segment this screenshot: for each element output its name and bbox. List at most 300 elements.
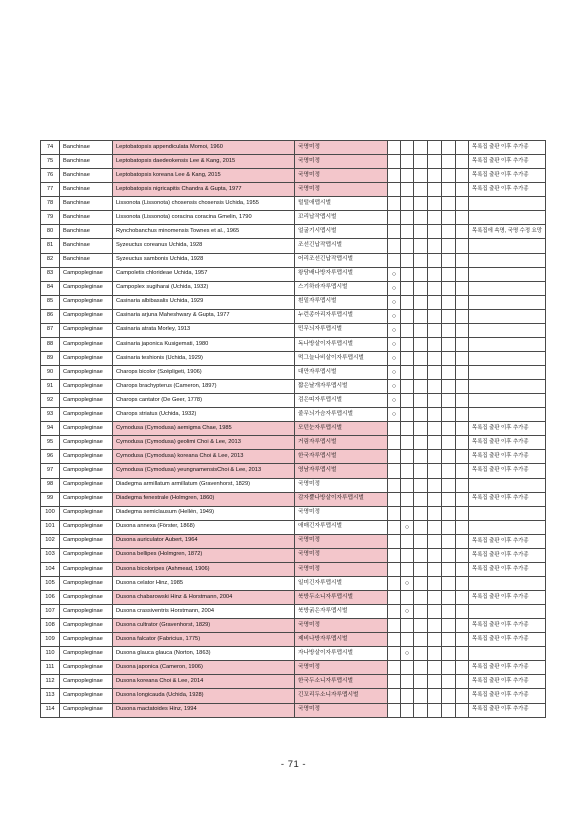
remark-cell xyxy=(469,309,546,323)
table-row xyxy=(41,633,546,647)
row-number-cell: 82 xyxy=(41,253,60,267)
species-name-cell: Cymodusa (Cymodusa) koreana Choi & Lee, 2013 xyxy=(113,450,295,464)
mark-cell xyxy=(442,548,456,562)
row-number-cell: 87 xyxy=(41,323,60,337)
mark-cell xyxy=(456,408,469,422)
remark-cell: 목록집 출판 이후 추가종 xyxy=(469,436,546,450)
row-number-cell: 91 xyxy=(41,380,60,394)
mark-cell: ○ xyxy=(388,309,401,323)
species-table-body xyxy=(41,141,546,718)
subfamily-cell: Campopleginae xyxy=(60,520,113,534)
mark-cell xyxy=(414,366,428,380)
species-name-cell: Cymodusa (Cymodusa) aemigma Chae, 1985 xyxy=(113,422,295,436)
mark-cell xyxy=(414,155,428,169)
korean-name-cell: 국명미정 xyxy=(295,619,388,633)
mark-cell xyxy=(388,703,401,717)
mark-cell: ○ xyxy=(401,520,414,534)
mark-cell xyxy=(428,239,442,253)
subfamily-cell: Campopleginae xyxy=(60,450,113,464)
mark-cell xyxy=(456,309,469,323)
remark-cell xyxy=(469,337,546,351)
mark-cell: ○ xyxy=(388,351,401,365)
mark-cell xyxy=(442,253,456,267)
species-name-cell: Syzeuctus sambonis Uchida, 1928 xyxy=(113,253,295,267)
table-row xyxy=(41,337,546,351)
table-row xyxy=(41,675,546,689)
mark-cell xyxy=(414,295,428,309)
mark-cell xyxy=(456,492,469,506)
mark-cell xyxy=(401,548,414,562)
mark-cell xyxy=(414,689,428,703)
species-name-cell: Dusona falcator (Fabricius, 1775) xyxy=(113,633,295,647)
korean-name-cell: 제비나방자루맵시벌 xyxy=(295,633,388,647)
species-name-cell: Dusona koreana Choi & Lee, 2014 xyxy=(113,675,295,689)
mark-cell xyxy=(456,380,469,394)
korean-name-cell: 검은띠자루맵시벌 xyxy=(295,394,388,408)
species-name-cell: Dusona crassiventris Horstmann, 2004 xyxy=(113,605,295,619)
remark-cell xyxy=(469,605,546,619)
mark-cell xyxy=(442,323,456,337)
mark-cell xyxy=(401,591,414,605)
mark-cell xyxy=(401,675,414,689)
mark-cell xyxy=(414,703,428,717)
mark-cell xyxy=(388,520,401,534)
species-name-cell: Charops cantator (De Geer, 1778) xyxy=(113,394,295,408)
mark-cell xyxy=(456,253,469,267)
mark-cell xyxy=(401,141,414,155)
remark-cell xyxy=(469,295,546,309)
mark-cell xyxy=(456,605,469,619)
mark-cell xyxy=(428,520,442,534)
mark-cell xyxy=(414,619,428,633)
species-name-cell: Casinaria albibasalis Uchida, 1929 xyxy=(113,295,295,309)
mark-cell xyxy=(414,267,428,281)
mark-cell xyxy=(428,562,442,576)
subfamily-cell: Banchinae xyxy=(60,183,113,197)
row-number-cell: 113 xyxy=(41,689,60,703)
mark-cell xyxy=(428,576,442,590)
species-name-cell: Dusona bicoloripes (Ashmead, 1906) xyxy=(113,562,295,576)
species-table xyxy=(40,140,546,718)
mark-cell xyxy=(401,267,414,281)
mark-cell xyxy=(401,155,414,169)
mark-cell xyxy=(428,155,442,169)
subfamily-cell: Campopleginae xyxy=(60,633,113,647)
mark-cell xyxy=(388,478,401,492)
mark-cell xyxy=(414,380,428,394)
mark-cell xyxy=(401,366,414,380)
mark-cell xyxy=(428,169,442,183)
remark-cell xyxy=(469,281,546,295)
korean-name-cell: 대만자루맵시벌 xyxy=(295,366,388,380)
row-number-cell: 79 xyxy=(41,211,60,225)
mark-cell xyxy=(442,436,456,450)
mark-cell: ○ xyxy=(401,576,414,590)
mark-cell xyxy=(401,211,414,225)
mark-cell xyxy=(442,520,456,534)
row-number-cell: 88 xyxy=(41,337,60,351)
mark-cell xyxy=(428,141,442,155)
korean-name-cell: 국명미정 xyxy=(295,141,388,155)
remark-cell: 목록집 출판 이후 추가종 xyxy=(469,464,546,478)
species-name-cell: Casinaria atrata Morley, 1913 xyxy=(113,323,295,337)
korean-name-cell: 누런종아리자루맵시벌 xyxy=(295,309,388,323)
mark-cell xyxy=(456,675,469,689)
row-number-cell: 84 xyxy=(41,281,60,295)
mark-cell xyxy=(388,591,401,605)
mark-cell xyxy=(442,155,456,169)
mark-cell xyxy=(442,605,456,619)
table-row xyxy=(41,591,546,605)
mark-cell xyxy=(401,394,414,408)
species-name-cell: Dusona japonica (Cameron, 1906) xyxy=(113,661,295,675)
mark-cell xyxy=(428,492,442,506)
mark-cell xyxy=(401,436,414,450)
mark-cell xyxy=(428,450,442,464)
table-row xyxy=(41,309,546,323)
table-row xyxy=(41,576,546,590)
remark-cell xyxy=(469,267,546,281)
mark-cell xyxy=(442,281,456,295)
table-row xyxy=(41,155,546,169)
mark-cell xyxy=(442,169,456,183)
korean-name-cell: 국명미정 xyxy=(295,703,388,717)
table-row xyxy=(41,450,546,464)
row-number-cell: 80 xyxy=(41,225,60,239)
remark-cell xyxy=(469,351,546,365)
mark-cell xyxy=(456,576,469,590)
korean-name-cell: 자나방살이자루맵시벌 xyxy=(295,647,388,661)
row-number-cell: 102 xyxy=(41,534,60,548)
mark-cell: ○ xyxy=(388,408,401,422)
mark-cell xyxy=(428,380,442,394)
subfamily-cell: Campopleginae xyxy=(60,267,113,281)
remark-cell: 목록집 출판 이후 추가종 xyxy=(469,562,546,576)
table-row xyxy=(41,366,546,380)
subfamily-cell: Campopleginae xyxy=(60,689,113,703)
subfamily-cell: Campopleginae xyxy=(60,380,113,394)
mark-cell xyxy=(428,633,442,647)
subfamily-cell: Banchinae xyxy=(60,169,113,183)
korean-name-cell: 애매긴자루맵시벌 xyxy=(295,520,388,534)
row-number-cell: 85 xyxy=(41,295,60,309)
mark-cell xyxy=(442,492,456,506)
mark-cell xyxy=(428,591,442,605)
species-name-cell: Leptobatopsis daedeokensis Lee & Kang, 2015 xyxy=(113,155,295,169)
species-name-cell: Dusona chabarowski Hinz & Horstmann, 2004 xyxy=(113,591,295,605)
mark-cell xyxy=(414,464,428,478)
mark-cell xyxy=(456,295,469,309)
mark-cell xyxy=(456,619,469,633)
row-number-cell: 75 xyxy=(41,155,60,169)
remark-cell xyxy=(469,323,546,337)
species-name-cell: Syzeuctus coreanus Uchida, 1928 xyxy=(113,239,295,253)
subfamily-cell: Campopleginae xyxy=(60,408,113,422)
row-number-cell: 108 xyxy=(41,619,60,633)
table-row xyxy=(41,281,546,295)
subfamily-cell: Campopleginae xyxy=(60,422,113,436)
remark-cell: 목록집 출판 이후 추가종 xyxy=(469,141,546,155)
mark-cell xyxy=(442,450,456,464)
mark-cell xyxy=(456,478,469,492)
subfamily-cell: Banchinae xyxy=(60,239,113,253)
korean-name-cell: 국명미정 xyxy=(295,478,388,492)
korean-name-cell: 줄무늬가슴자루맵시벌 xyxy=(295,408,388,422)
mark-cell xyxy=(428,408,442,422)
remark-cell: 목록집 출판 이후 추가종 xyxy=(469,534,546,548)
remark-cell: 목록집 출판 이후 추가종 xyxy=(469,450,546,464)
species-name-cell: Diadegma fenestrale (Holmgren, 1860) xyxy=(113,492,295,506)
remark-cell: 목록집 출판 이후 추가종 xyxy=(469,183,546,197)
mark-cell xyxy=(414,281,428,295)
page-number: - 71 - xyxy=(280,759,307,770)
table-row xyxy=(41,562,546,576)
mark-cell xyxy=(401,422,414,436)
subfamily-cell: Campopleginae xyxy=(60,591,113,605)
mark-cell xyxy=(428,703,442,717)
mark-cell xyxy=(414,239,428,253)
remark-cell: 목록집 출판 이후 추가종 xyxy=(469,591,546,605)
mark-cell xyxy=(428,225,442,239)
table-row xyxy=(41,197,546,211)
mark-cell xyxy=(428,422,442,436)
subfamily-cell: Campopleginae xyxy=(60,506,113,520)
korean-name-cell: 국명미정 xyxy=(295,183,388,197)
mark-cell xyxy=(414,141,428,155)
mark-cell xyxy=(414,183,428,197)
mark-cell xyxy=(414,211,428,225)
mark-cell xyxy=(388,506,401,520)
mark-cell xyxy=(456,366,469,380)
mark-cell xyxy=(388,492,401,506)
mark-cell xyxy=(442,506,456,520)
species-name-cell: Cymodusa (Cymodusa) yeungnamensisChoi & Lee, 2013 xyxy=(113,464,295,478)
row-number-cell: 106 xyxy=(41,591,60,605)
mark-cell xyxy=(442,675,456,689)
remark-cell xyxy=(469,408,546,422)
row-number-cell: 89 xyxy=(41,351,60,365)
mark-cell xyxy=(442,422,456,436)
remark-cell xyxy=(469,478,546,492)
row-number-cell: 103 xyxy=(41,548,60,562)
mark-cell: ○ xyxy=(401,647,414,661)
subfamily-cell: Campopleginae xyxy=(60,337,113,351)
remark-cell: 목록집 출판 이후 추가종 xyxy=(469,675,546,689)
mark-cell xyxy=(414,225,428,239)
row-number-cell: 95 xyxy=(41,436,60,450)
korean-name-cell: 북방두소니자루맵시벌 xyxy=(295,591,388,605)
table-row xyxy=(41,295,546,309)
species-name-cell: Dusona auriculator Aubert, 1964 xyxy=(113,534,295,548)
row-number-cell: 86 xyxy=(41,309,60,323)
mark-cell xyxy=(456,225,469,239)
mark-cell xyxy=(456,633,469,647)
mark-cell xyxy=(442,562,456,576)
mark-cell xyxy=(442,337,456,351)
row-number-cell: 77 xyxy=(41,183,60,197)
species-name-cell: Campoplex sugiharai (Uchida, 1932) xyxy=(113,281,295,295)
mark-cell xyxy=(388,464,401,478)
remark-cell: 목록집에 속명, 국명 수정 요망 xyxy=(469,225,546,239)
mark-cell xyxy=(456,548,469,562)
mark-cell: ○ xyxy=(388,267,401,281)
mark-cell xyxy=(442,394,456,408)
subfamily-cell: Banchinae xyxy=(60,225,113,239)
korean-name-cell: 국명미정 xyxy=(295,534,388,548)
subfamily-cell: Banchinae xyxy=(60,197,113,211)
table-row xyxy=(41,619,546,633)
mark-cell xyxy=(456,141,469,155)
korean-name-cell: 어리조선긴납작맵시벌 xyxy=(295,253,388,267)
mark-cell xyxy=(442,689,456,703)
mark-cell xyxy=(456,506,469,520)
mark-cell xyxy=(442,478,456,492)
mark-cell xyxy=(456,394,469,408)
mark-cell xyxy=(428,394,442,408)
mark-cell xyxy=(401,492,414,506)
table-row xyxy=(41,380,546,394)
mark-cell xyxy=(401,281,414,295)
mark-cell xyxy=(442,211,456,225)
mark-cell xyxy=(428,323,442,337)
mark-cell xyxy=(388,605,401,619)
korean-name-cell: 독나방살이자루맵시벌 xyxy=(295,337,388,351)
subfamily-cell: Banchinae xyxy=(60,253,113,267)
mark-cell xyxy=(388,675,401,689)
mark-cell xyxy=(388,619,401,633)
species-name-cell: Dusona annexa (Förster, 1868) xyxy=(113,520,295,534)
remark-cell: 목록집 출판 이후 추가종 xyxy=(469,422,546,436)
table-row xyxy=(41,225,546,239)
mark-cell xyxy=(414,394,428,408)
mark-cell xyxy=(414,436,428,450)
mark-cell xyxy=(401,169,414,183)
mark-cell xyxy=(388,534,401,548)
row-number-cell: 98 xyxy=(41,478,60,492)
subfamily-cell: Campopleginae xyxy=(60,351,113,365)
mark-cell xyxy=(414,323,428,337)
mark-cell xyxy=(414,450,428,464)
korean-name-cell: 국명미정 xyxy=(295,169,388,183)
mark-cell xyxy=(401,633,414,647)
remark-cell: 목록집 출판 이후 추가종 xyxy=(469,661,546,675)
mark-cell xyxy=(401,225,414,239)
mark-cell xyxy=(388,450,401,464)
subfamily-cell: Banchinae xyxy=(60,141,113,155)
mark-cell xyxy=(442,408,456,422)
mark-cell xyxy=(456,197,469,211)
mark-cell xyxy=(401,295,414,309)
mark-cell xyxy=(388,211,401,225)
table-row xyxy=(41,647,546,661)
species-name-cell: Dusona mactatoides Hinz, 1994 xyxy=(113,703,295,717)
mark-cell xyxy=(456,351,469,365)
mark-cell xyxy=(388,225,401,239)
table-row xyxy=(41,661,546,675)
korean-name-cell: 스기하라자루맵시벌 xyxy=(295,281,388,295)
mark-cell xyxy=(388,647,401,661)
row-number-cell: 101 xyxy=(41,520,60,534)
mark-cell xyxy=(388,169,401,183)
table-row xyxy=(41,141,546,155)
row-number-cell: 105 xyxy=(41,576,60,590)
mark-cell xyxy=(428,351,442,365)
mark-cell xyxy=(442,464,456,478)
mark-cell xyxy=(456,591,469,605)
korean-name-cell: 민무늬자루맵시벌 xyxy=(295,323,388,337)
species-name-cell: Diadegma armillatum armillatum (Gravenhorst, 1829) xyxy=(113,478,295,492)
korean-name-cell: 국명미정 xyxy=(295,562,388,576)
subfamily-cell: Campopleginae xyxy=(60,675,113,689)
subfamily-cell: Campopleginae xyxy=(60,295,113,309)
subfamily-cell: Banchinae xyxy=(60,155,113,169)
mark-cell xyxy=(428,183,442,197)
mark-cell xyxy=(401,689,414,703)
table-row xyxy=(41,689,546,703)
mark-cell xyxy=(414,422,428,436)
mark-cell xyxy=(442,183,456,197)
subfamily-cell: Campopleginae xyxy=(60,619,113,633)
korean-name-cell: 국명미정 xyxy=(295,155,388,169)
korean-name-cell: 국명미정 xyxy=(295,506,388,520)
mark-cell xyxy=(401,703,414,717)
subfamily-cell: Campopleginae xyxy=(60,534,113,548)
species-name-cell: Dusona glauca glauca (Norton, 1863) xyxy=(113,647,295,661)
mark-cell: ○ xyxy=(401,605,414,619)
species-name-cell: Diadegma semiclausum (Hellén, 1949) xyxy=(113,506,295,520)
species-name-cell: Charops bicolor (Szépligeti, 1906) xyxy=(113,366,295,380)
mark-cell: ○ xyxy=(388,366,401,380)
mark-cell xyxy=(442,633,456,647)
mark-cell xyxy=(428,197,442,211)
species-name-cell: Charops brachypterus (Cameron, 1897) xyxy=(113,380,295,394)
species-name-cell: Lissonota (Lissonota) chosensis chosensis Uchida, 1955 xyxy=(113,197,295,211)
korean-name-cell: 얼굴기시맵시벌 xyxy=(295,225,388,239)
mark-cell xyxy=(428,689,442,703)
mark-cell xyxy=(401,464,414,478)
mark-cell xyxy=(401,351,414,365)
subfamily-cell: Campopleginae xyxy=(60,323,113,337)
remark-cell xyxy=(469,394,546,408)
mark-cell xyxy=(428,478,442,492)
species-name-cell: Cymodusa (Cymodusa) geolimi Choi & Lee, 2013 xyxy=(113,436,295,450)
mark-cell xyxy=(442,197,456,211)
table-row xyxy=(41,464,546,478)
remark-cell: 목록집 출판 이후 추가종 xyxy=(469,703,546,717)
mark-cell xyxy=(442,267,456,281)
mark-cell xyxy=(388,141,401,155)
mark-cell xyxy=(456,155,469,169)
table-row xyxy=(41,506,546,520)
subfamily-cell: Campopleginae xyxy=(60,576,113,590)
mark-cell xyxy=(401,309,414,323)
row-number-cell: 111 xyxy=(41,661,60,675)
table-row xyxy=(41,492,546,506)
mark-cell xyxy=(414,534,428,548)
subfamily-cell: Campopleginae xyxy=(60,647,113,661)
korean-name-cell: 영남자루맵시벌 xyxy=(295,464,388,478)
mark-cell xyxy=(388,689,401,703)
mark-cell xyxy=(414,309,428,323)
mark-cell xyxy=(414,661,428,675)
mark-cell xyxy=(456,562,469,576)
korean-name-cell: 짧은날개자루맵시벌 xyxy=(295,380,388,394)
table-row xyxy=(41,239,546,253)
mark-cell xyxy=(428,605,442,619)
mark-cell xyxy=(456,661,469,675)
remark-cell xyxy=(469,520,546,534)
mark-cell xyxy=(456,422,469,436)
